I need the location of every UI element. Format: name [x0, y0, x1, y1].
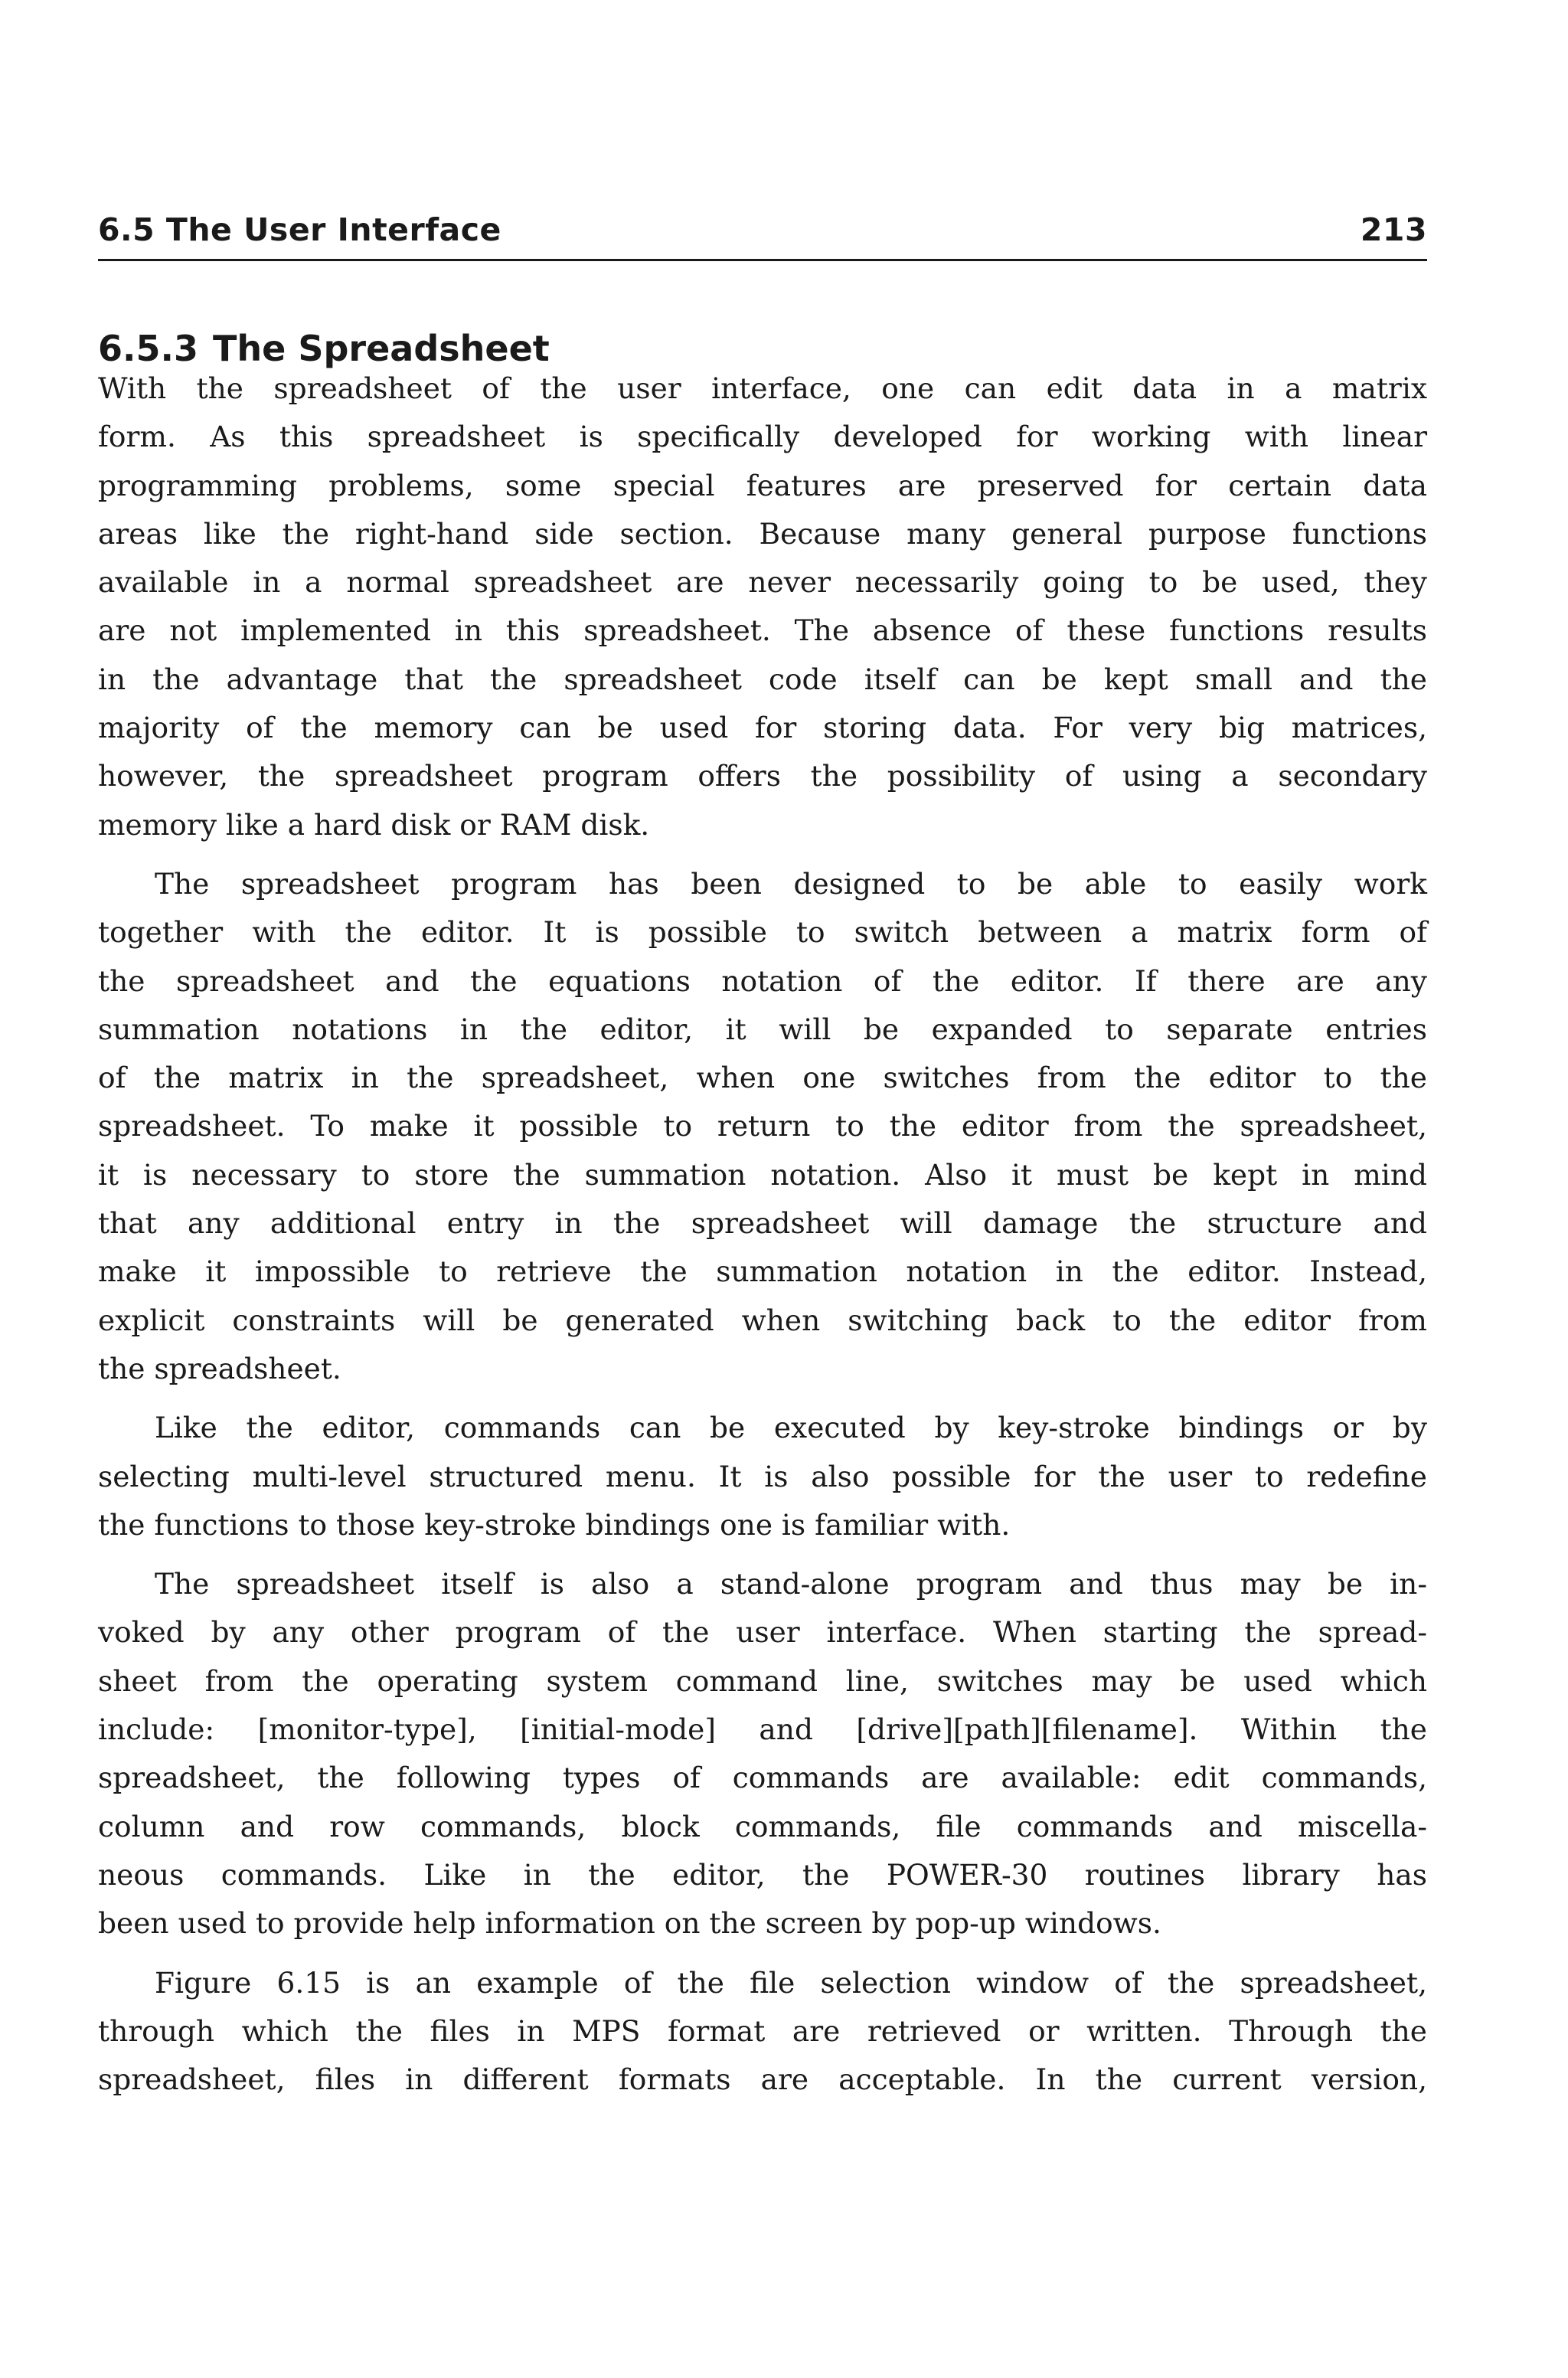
running-head — [98, 211, 1427, 248]
text-line: through which the files in MPS format are retrieved or written. Through the — [98, 2013, 1427, 2048]
text-line: form. As this spreadsheet is specifically developed for working with linear — [98, 420, 1427, 454]
text-line: memory like a hard disk or RAM disk. — [98, 807, 650, 842]
text-line: spreadsheet, files in different formats are acceptable. In the current version, — [98, 2062, 1427, 2097]
text-line: the functions to those key-stroke bindings one is familiar with. — [98, 1507, 1011, 1542]
text-line: available in a normal spreadsheet are never necessarily going to be used, they — [98, 565, 1427, 600]
header-rule — [98, 259, 1427, 261]
paragraph-1 — [98, 365, 1427, 849]
paragraph-5 — [98, 1959, 1427, 2105]
text-line: include: [monitor-type], [initial-mode] and [drive][path][filename]. Within the — [98, 1712, 1427, 1747]
text-line: in the advantage that the spreadsheet code itself can be kept small and the — [98, 662, 1427, 696]
text-line: are not implemented in this spreadsheet. The absence of these functions results — [98, 613, 1427, 648]
text-line: make it impossible to retrieve the summation notation in the editor. Instead, — [98, 1254, 1427, 1289]
text-line: sheet from the operating system command line, switches may be used which — [98, 1663, 1427, 1698]
text-line: been used to provide help information on the screen by pop-up windows. — [98, 1906, 1161, 1941]
text-line: together with the editor. It is possible to switch between a matrix form of — [98, 915, 1427, 950]
text-line: that any additional entry in the spreadsheet will damage the structure and — [98, 1206, 1427, 1241]
page-number: 213 — [1360, 211, 1427, 248]
text-line: majority of the memory can be used for storing data. For very big matrices, — [98, 711, 1427, 745]
text-line: spreadsheet, the following types of commands are available: edit commands, — [98, 1761, 1427, 1795]
paragraph-4 — [98, 1560, 1427, 1948]
text-line: column and row commands, block commands, file commands and miscella- — [98, 1809, 1427, 1843]
section-title: The Spreadsheet — [213, 328, 550, 369]
text-line: explicit constraints will be generated when switching back to the editor from — [98, 1303, 1427, 1337]
text-line: selecting multi-level structured menu. It is also possible for the user to redefine — [98, 1459, 1427, 1493]
section-heading — [98, 328, 550, 369]
book-page — [98, 0, 1427, 2378]
text-line: The spreadsheet itself is also a stand-alone program and thus may be in- — [155, 1567, 1427, 1601]
text-line: it is necessary to store the summation notation. Also it must be kept in mind — [98, 1157, 1427, 1192]
text-line: of the matrix in the spreadsheet, when one switches from the editor to the — [98, 1061, 1427, 1095]
running-head-title: 6.5 The User Interface — [98, 211, 501, 248]
paragraph-3 — [98, 1404, 1427, 1549]
body-text — [98, 365, 1427, 2115]
text-line: the spreadsheet. — [98, 1351, 341, 1385]
paragraph-2 — [98, 860, 1427, 1393]
text-line: areas like the right-hand side section. Because many general purpose functions — [98, 516, 1427, 551]
text-line: spreadsheet. To make it possible to return to the editor from the spreadsheet, — [98, 1109, 1427, 1143]
text-line: summation notations in the editor, it will be expanded to separate entries — [98, 1012, 1427, 1046]
text-line: programming problems, some special features are preserved for certain data — [98, 468, 1427, 502]
text-line: voked by any other program of the user interface. When starting the spread- — [98, 1615, 1427, 1650]
text-line: The spreadsheet program has been designed to be able to easily work — [155, 866, 1427, 901]
text-line: Like the editor, commands can be executed by key-stroke bindings or by — [155, 1411, 1427, 1445]
text-line: however, the spreadsheet program offers the possibility of using a secondary — [98, 759, 1427, 793]
text-line: Figure 6.15 is an example of the file selection window of the spreadsheet, — [155, 1965, 1427, 2000]
text-line: With the spreadsheet of the user interface, one can edit data in a matrix — [98, 371, 1427, 405]
text-line: the spreadsheet and the equations notation of the editor. If there are any — [98, 963, 1427, 998]
section-number: 6.5.3 — [98, 328, 198, 369]
text-line: neous commands. Like in the editor, the POWER-30 routines library has — [98, 1857, 1427, 1892]
